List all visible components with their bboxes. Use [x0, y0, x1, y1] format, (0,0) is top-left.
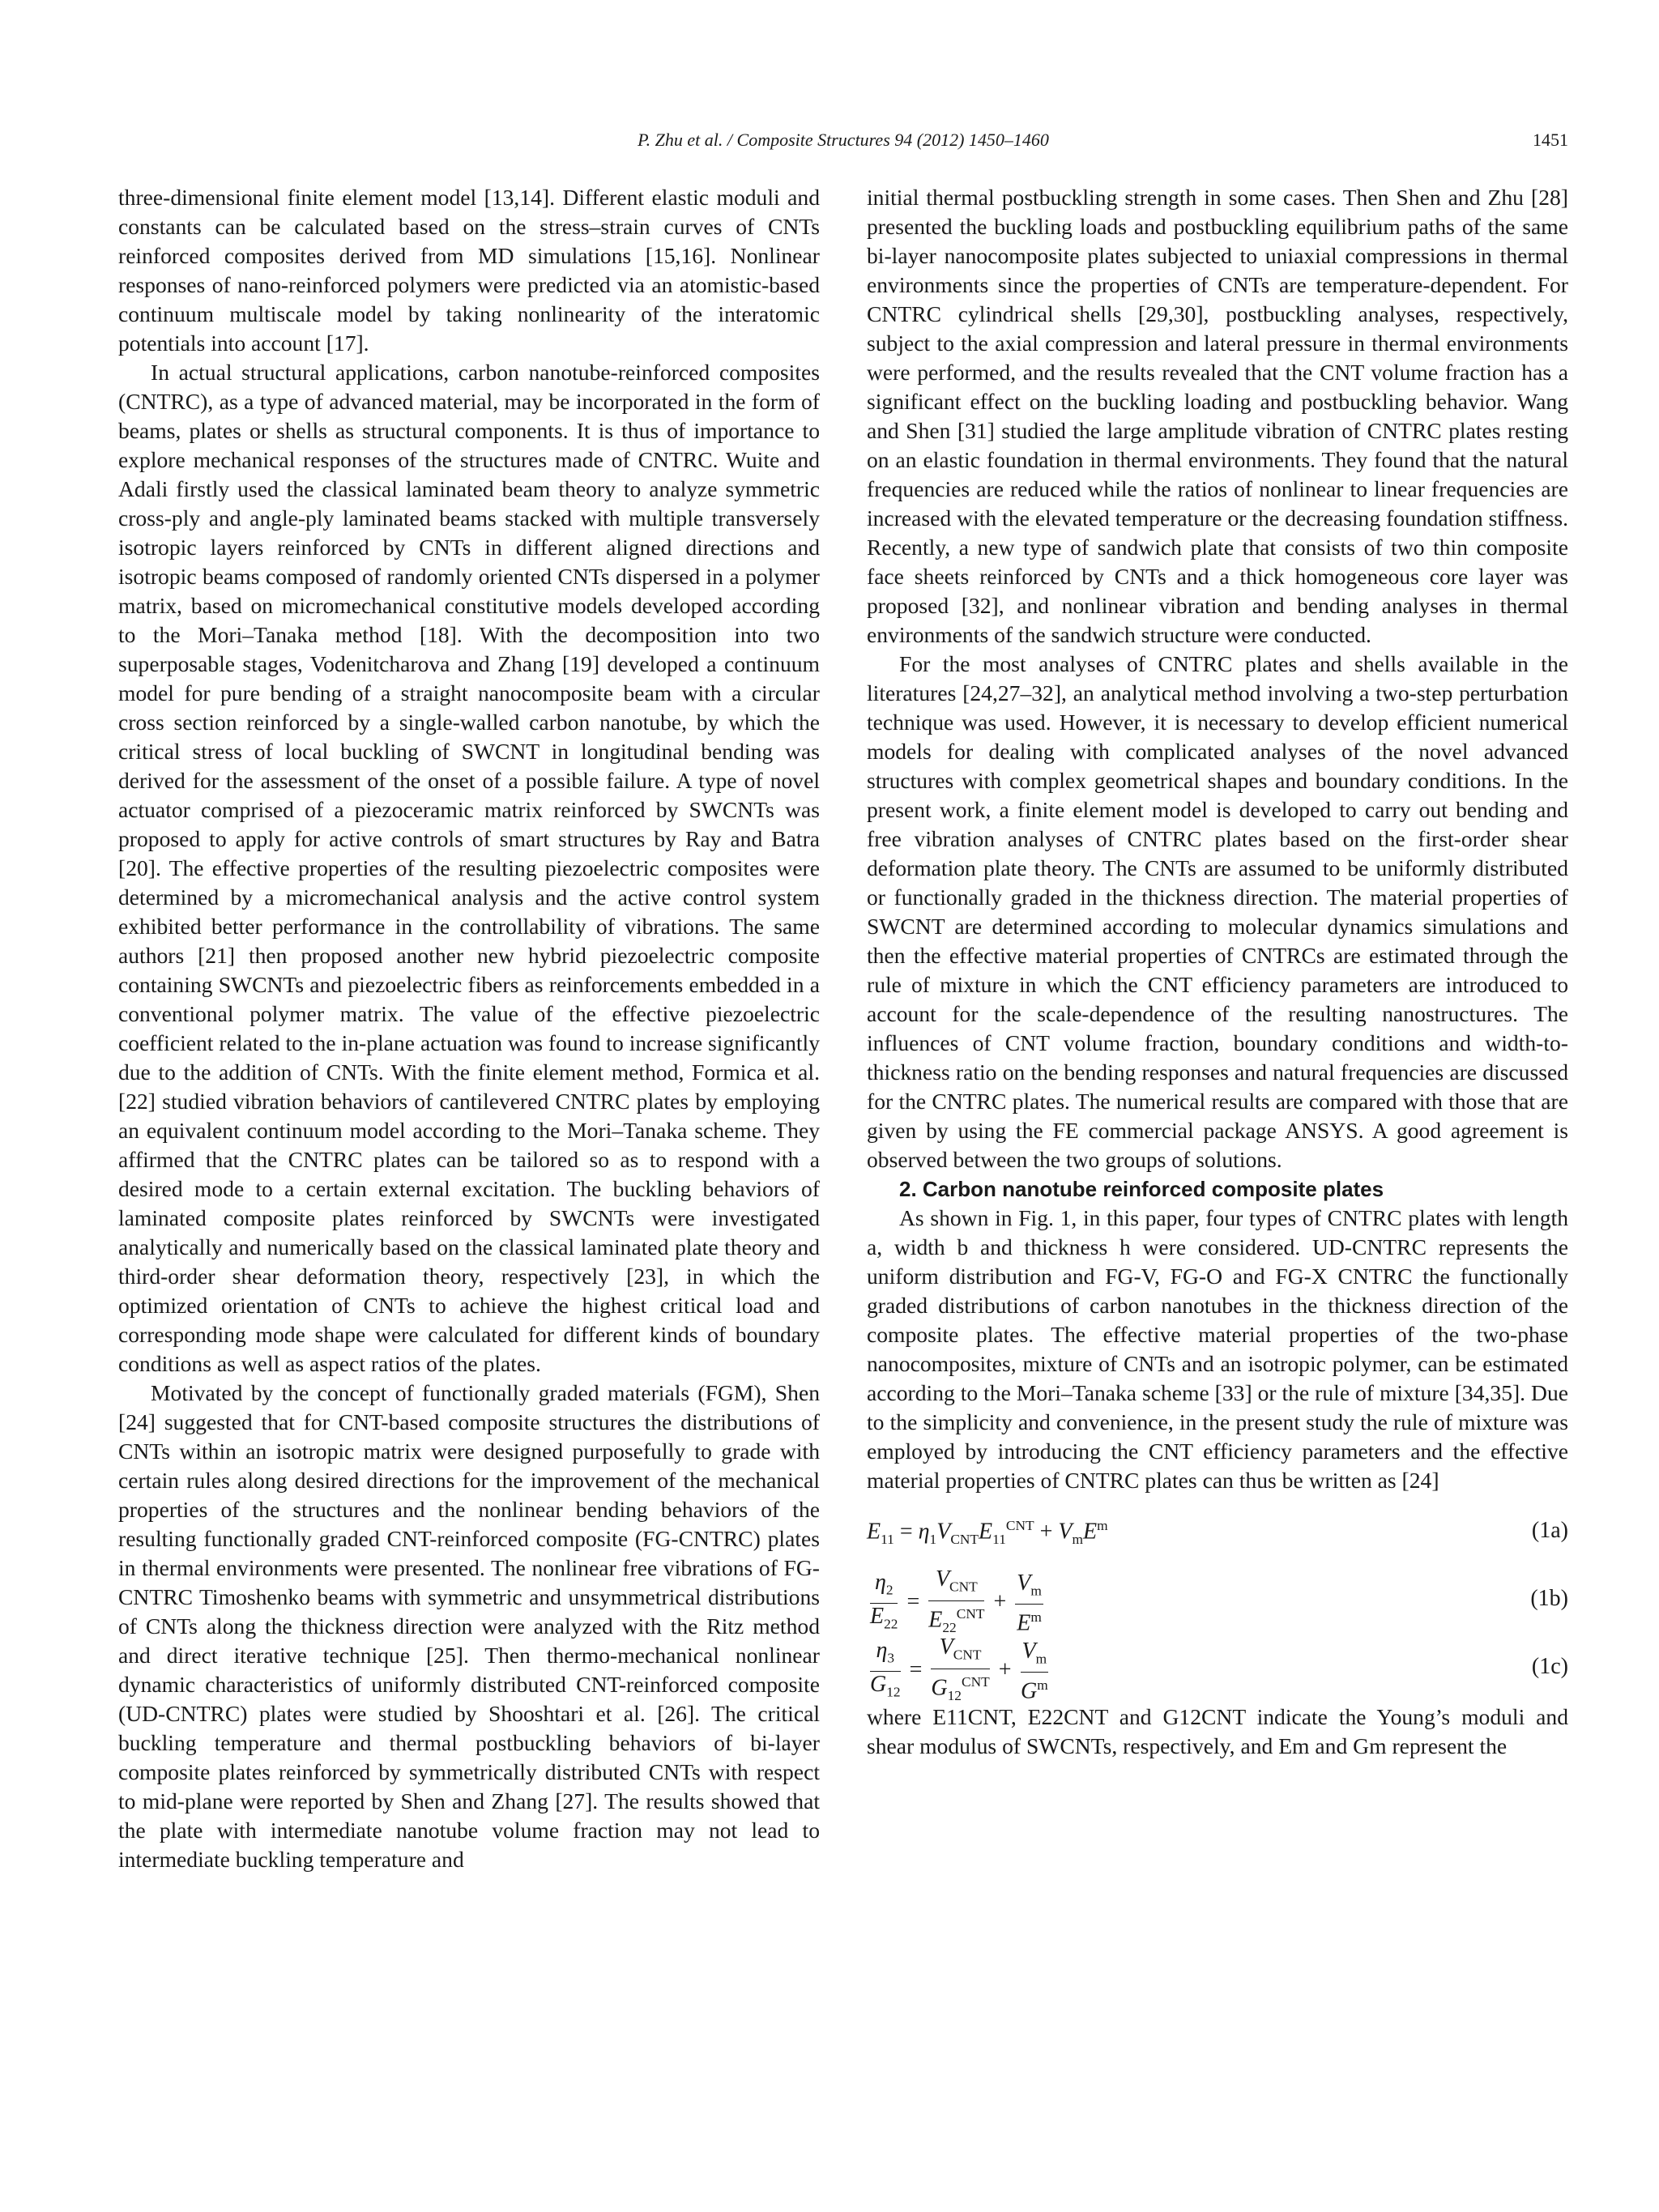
equation-1c-label: (1c) [1531, 1654, 1568, 1679]
running-title: P. Zhu et al. / Composite Structures 94 (2012) 1450–1460 [638, 130, 1049, 150]
running-header [118, 130, 1568, 154]
page-number: 1451 [1533, 130, 1568, 150]
left-column [118, 183, 820, 1874]
right-paragraph-3: As shown in Fig. 1, in this paper, four types of CNTRC plates with length a, width b and thickness h were considered. UD-CNTRC represents the uniform distribution and FG-V, FG-O and FG-X CNTRC the functionally graded distributions of carbon nanotubes in the thickness direction of the composite plates. The effective material properties of the two-phase nanocomposites, mixture of CNTs and an isotropic polymer, can be estimated according to the Mori–Tanaka scheme [33] or the rule of mixture [34,35]. Due to the simplicity and convenience, in the present study the rule of mixture was employed by introducing the CNT efficiency parameters and the effective material properties of CNTRC plates can thus be written as [24] [867, 1205, 1568, 1493]
section-heading: 2. Carbon nanotube reinforced composite plates [899, 1177, 1384, 1201]
equation-1b-label: (1b) [1530, 1586, 1568, 1611]
right-paragraph-1: initial thermal postbuckling strength in some cases. Then Shen and Zhu [28] presented the buckling loads and postbuckling equilibrium paths of the same bi-layer nanocomposite plates subjected to uniaxial compressions in thermal environments since the properties of CNTs are temperature-dependent. For CNTRC cylindrical shells [29,30], postbuckling analyses, respectively, subject to the axial compression and lateral pressure in thermal environments were performed, and the results revealed that the CNT volume fraction has a significant effect on the buckling loading and postbuckling behavior. Wang and Shen [31] studied the large amplitude vibration of CNTRC plates resting on an elastic foundation in thermal environments. They found that the natural frequencies are reduced while the ratios of nonlinear to linear frequencies are increased with the elevated temperature or the decreasing foundation stiffness. Recently, a new type of sandwich plate that consists of two thin composite face sheets reinforced by CNTs and a thick homogeneous core layer was proposed [32], and nonlinear vibration and bending analyses in thermal environments of the sandwich structure were conducted. [867, 185, 1568, 647]
equation-1c-body: $\frac{\eta_3}{G_{12}}$ = $\frac{V_{CNT}}{G_{12}^{CNT}}$ + $\frac{V_m}{G^m}$ [870, 1634, 1048, 1704]
equation-1a [867, 1498, 1568, 1563]
right-paragraph-4: where E11CNT, E22CNT and G12CNT indicate the Young’s moduli and shear modulus of SWCNTs, respectively, and Em and Gm represent the [867, 1704, 1568, 1758]
left-paragraph-2: In actual structural applications, carbon nanotube-reinforced composites (CNTRC), as a type of advanced material, may be incorporated in the form of beams, plates or shells as structural components. It is thus of importance to explore mechanical responses of the structures made of CNTRC. Wuite and Adali firstly used the classical laminated beam theory to analyze symmetric cross-ply and angle-ply laminated beams stacked with multiple transversely isotropic layers reinforced by CNTs in different aligned directions and isotropic beams composed of randomly oriented CNTs dispersed in a polymer matrix, based on micromechanical constitutive models developed according to the Mori–Tanaka method [18]. With the decomposition into two superposable stages, Vodenitcharova and Zhang [19] developed a continuum model for pure bending of a straight nanocomposite beam with a circular cross section reinforced by a single-walled carbon nanotube, by which the critical stress of local buckling of SWCNT in longitudinal bending was derived for the assessment of the onset of a possible failure. A type of novel actuator comprised of a piezoceramic matrix reinforced by SWCNTs was proposed to apply for active controls of smart structures by Ray and Batra [20]. The effective properties of the resulting piezoelectric composites were determined by a micromechanical analysis and the active control system exhibited better performance in the controllability of vibrations. The same authors [21] then proposed another new hybrid piezoelectric composite containing SWCNTs and piezoelectric fibers as reinforcements embedded in a conventional polymer matrix. The value of the effective piezoelectric coefficient related to the in-plane actuation was found to increase significantly due to the addition of CNTs. With the finite element method, Formica et al. [22] studied vibration behaviors of cantilevered CNTRC plates by employing an equivalent continuum model according to the Mori–Tanaka scheme. They affirmed that the CNTRC plates can be tailored so as to respond with a desired mode to a certain external excitation. The buckling behaviors of laminated composite plates reinforced by SWCNTs were investigated analytically and numerically based on the classical laminated plate theory and third-order shear deformation theory, respectively [23], in which the optimized orientation of CNTs to achieve the highest critical load and corresponding mode shape were calculated for different kinds of boundary conditions as well as aspect ratios of the plates. [118, 360, 820, 1376]
equation-1a-body: $E_{11} = \eta_1V_{CNT}E_{11}^{CNT} + V_mE^m$ [867, 1518, 1108, 1547]
left-paragraph-1: three-dimensional finite element model [13,14]. Different elastic moduli and constants can be calculated based on the stress–strain curves of CNTs reinforced composites derived from MD simulations [15,16]. Nonlinear responses of nano-reinforced polymers were predicted via an atomistic-based continuum multiscale model by taking nonlinearity of the interatomic potentials into account [17]. [118, 185, 820, 356]
equation-1a-label: (1a) [1531, 1518, 1568, 1543]
equation-1c [867, 1634, 1568, 1704]
equation-1b-body: $\frac{\eta_2}{E_{22}}$ = $\frac{V_{CNT}}{E_{22}^{CNT}}$ + $\frac{V_m}{E^m}$ [870, 1566, 1042, 1636]
left-paragraph-3: Motivated by the concept of functionally graded materials (FGM), Shen [24] suggested that for CNT-based composite structures the distributions of CNTs within an isotropic matrix were designed purposefully to grade with certain rules along desired directions for the improvement of the mechanical properties of the structures and the nonlinear bending behaviors of the resulting functionally graded CNT-reinforced composite (FG-CNTRC) plates in thermal environments were presented. The nonlinear free vibrations of FG-CNTRC Timoshenko beams with symmetric and unsymmetrical distributions of CNTs along the thickness direction were analyzed with the Ritz method and direct iterative technique [25]. Then thermo-mechanical nonlinear dynamic characteristics of uniformly distributed CNT-reinforced composite (UD-CNTRC) plates were studied by Shooshtari et al. [26]. The critical buckling temperature and thermal postbuckling behaviors of bi-layer composite plates reinforced by symmetrically distributed CNTs with respect to mid-plane were reported by Shen and Zhang [27]. The results showed that the plate with intermediate nanotube volume fraction may not lead to intermediate buckling temperature and [118, 1380, 820, 1872]
right-column [867, 183, 1568, 1761]
right-paragraph-2: For the most analyses of CNTRC plates and shells available in the literatures [24,27–32], an analytical method involving a two-step perturbation technique was used. However, it is necessary to develop efficient numerical models for dealing with complicated analyses of the novel advanced structures with complex geometrical shapes and boundary conditions. In the present work, a finite element model is developed to carry out bending and free vibration analyses of CNTRC plates based on the first-order shear deformation plate theory. The CNTs are assumed to be uniformly distributed or functionally graded in the thickness direction. The material properties of SWCNT are determined according to molecular dynamics simulations and then the effective material properties of CNTRCs are estimated through the rule of mixture in which the CNT efficiency parameters are introduced to account for the scale-dependence of the resulting nanostructures. The influences of CNT volume fraction, boundary conditions and width-to-thickness ratio on the bending responses and natural frequencies are discussed for the CNTRC plates. The numerical results are compared with those that are given by using the FE commercial package ANSYS. A good agreement is observed between the two groups of solutions. [867, 651, 1568, 1172]
equation-1b [867, 1566, 1568, 1636]
